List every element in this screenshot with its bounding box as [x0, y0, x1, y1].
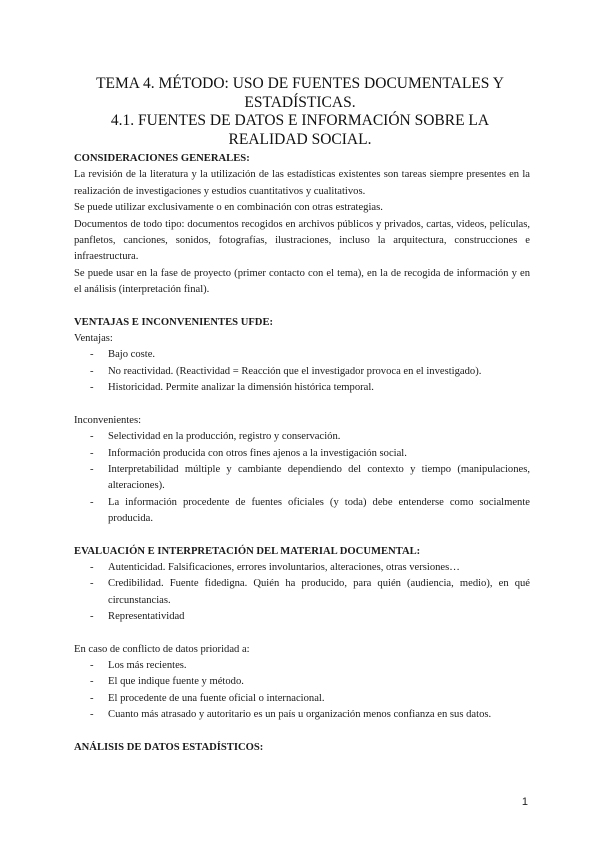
paragraph: Se puede usar en la fase de proyecto (primer contacto con el tema), en la de recogida de información y en el análisis (interpretación final).	[74, 267, 530, 296]
section-evaluacion	[74, 544, 530, 724]
paragraph: La revisión de la literatura y la utilización de las estadísticas existentes son tareas siempre presentes en la realización de investigaciones y estudios cuantitativos y cualitativos.	[74, 169, 530, 197]
heading-analisis: ANÁLISIS DE DATOS ESTADÍSTICOS:	[74, 741, 264, 753]
list-item: - Credibilidad. Fuente fidedigna. Quién ha producido, para quién (audiencia, medio), en qué circunstancias.	[90, 576, 530, 609]
list-item: - Interpretabilidad múltiple y cambiante dependiendo del contexto y tiempo (manipulaciones, alteraciones).	[90, 462, 530, 495]
heading-consideraciones: CONSIDERACIONES GENERALES:	[74, 153, 250, 164]
list-item: - Los más recientes.	[90, 658, 530, 674]
list-item: - El procedente de una fuente oficial o internacional.	[90, 691, 530, 707]
paragraph: Documentos de todo tipo: documentos recogidos en archivos públicos y privados, cartas, videos, películas, panfletos, canciones, sonidos, fotografías, ilustraciones, incluso la arquitectura, construcciones e infraestructura.	[74, 218, 530, 263]
list-item: - Cuanto más atrasado y autoritario es un país u organización menos confianza en sus datos.	[90, 707, 530, 723]
title-line-1: TEMA 4. MÉTODO: USO DE FUENTES DOCUMENTALES Y ESTADÍSTICAS.	[96, 75, 504, 111]
list-item: - Selectividad en la producción, registro y conservación.	[90, 429, 530, 445]
page-number: 1	[521, 796, 528, 808]
document-body	[74, 151, 530, 756]
heading-evaluacion: EVALUACIÓN E INTERPRETACIÓN DEL MATERIAL DOCUMENTAL:	[74, 545, 421, 557]
inconvenientes-list	[74, 429, 530, 527]
title-line-2: 4.1. FUENTES DE DATOS E INFORMACIÓN SOBRE LA REALIDAD SOCIAL.	[110, 112, 490, 148]
section-ventajas	[74, 315, 530, 528]
list-item: - La información procedente de fuentes oficiales (y toda) debe entenderse como socialmente producida.	[90, 495, 530, 528]
list-item: - Autenticidad. Falsificaciones, errores involuntarios, alteraciones, otras versiones…	[90, 560, 530, 576]
conflicto-list	[74, 658, 530, 724]
paragraph: Se puede utilizar exclusivamente o en combinación con otras estrategias.	[74, 202, 383, 214]
list-item: - Historicidad. Permite analizar la dimensión histórica temporal.	[90, 380, 530, 396]
list-item: - Bajo coste.	[90, 347, 530, 363]
page-title	[70, 75, 530, 149]
list-item: - Representatividad	[90, 609, 530, 625]
label-inconvenientes: Inconvenientes:	[74, 414, 142, 426]
evaluacion-list	[74, 560, 530, 626]
section-consideraciones	[74, 151, 530, 299]
list-item: - Información producida con otros fines ajenos a la investigación social.	[90, 446, 530, 462]
ventajas-list	[74, 347, 530, 396]
heading-ventajas: VENTAJAS E INCONVENIENTES UFDE:	[74, 316, 274, 328]
list-item: - No reactividad. (Reactividad = Reacción que el investigador provoca en el investigado).	[90, 364, 530, 380]
list-item: - El que indique fuente y método.	[90, 674, 530, 690]
section-analisis	[74, 740, 530, 756]
label-ventajas: Ventajas:	[74, 333, 113, 345]
label-conflicto: En caso de conflicto de datos prioridad a:	[74, 643, 250, 655]
